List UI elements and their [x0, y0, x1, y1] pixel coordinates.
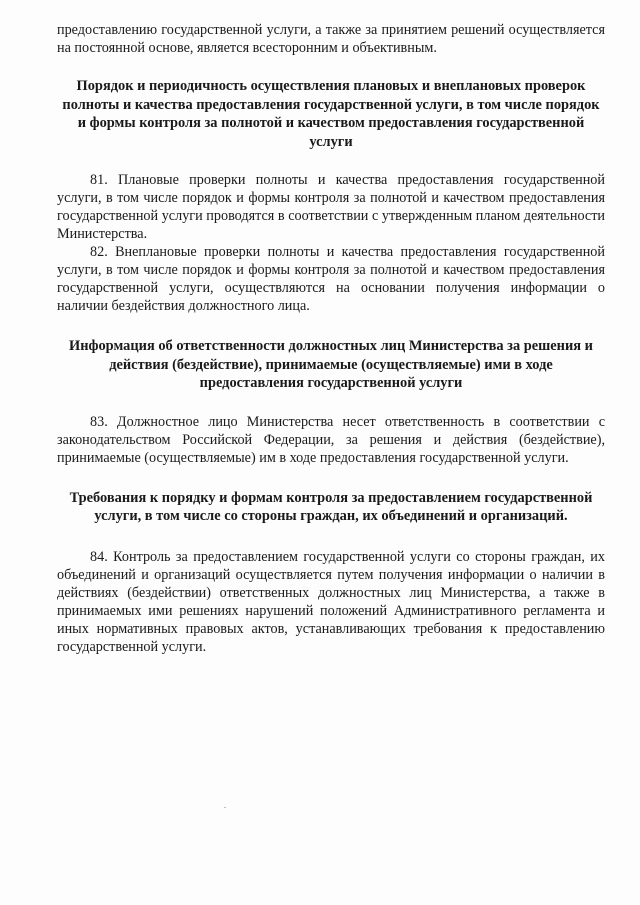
paragraph-84: 84. Контроль за предоставлением государственной услуги со стороны граждан, их объединений и организаций осуществляется путем получения информации о наличии в действиях (бездействии) ответственных должностных лиц Министерства, а также в принимаемых ими решениях нарушений положений Административного регламента и иных нормативных правовых актов, устанавливающих требования к предоставлению государственной услуги. [57, 548, 605, 655]
section-heading-responsibility: Информация об ответственности должностных лиц Министерства за решения и действия (бездействие), принимаемые (осуществляемые) ими в ходе предоставления государственной услуги [69, 338, 593, 391]
section-heading-inspections: Порядок и периодичность осуществления плановых и внеплановых проверок полноты и качества предоставления государственной услуги, в том числе порядок и формы контроля за полнотой и качеством предоставления государственной услуги [62, 78, 600, 150]
section-heading-control-requirements: Требования к порядку и формам контроля за предоставлением государственной услуги, в том числе со стороны граждан, их объединений и организаций. [69, 489, 593, 524]
opening-paragraph: предоставлению государственной услуги, а также за принятием решений осуществляется на постоянной основе, является всесторонним и объективным. [57, 22, 605, 56]
paragraph-82: 82. Внеплановые проверки полноты и качества предоставления государственной услуги, в том числе порядок и формы контроля за полнотой и качеством предоставления государственной услуги, осуществляются на основании получения информации о наличии бездействия должностного лица. [57, 244, 605, 314]
paragraph-81: 81. Плановые проверки полноты и качества предоставления государственной услуги, в том числе порядок и формы контроля за полнотой и качеством предоставления государственной услуги проводятся в соответствии с утвержденным планом деятельности Министерства. [57, 172, 605, 242]
document-body [57, 21, 605, 656]
paragraph-83: 83. Должностное лицо Министерства несет ответственность в соответствии с законодательством Российской Федерации, за решения и действия (бездействие), принимаемые (осуществляемые) им в ходе предоставления государственной услуги. [57, 413, 605, 466]
scan-speck [224, 807, 226, 808]
